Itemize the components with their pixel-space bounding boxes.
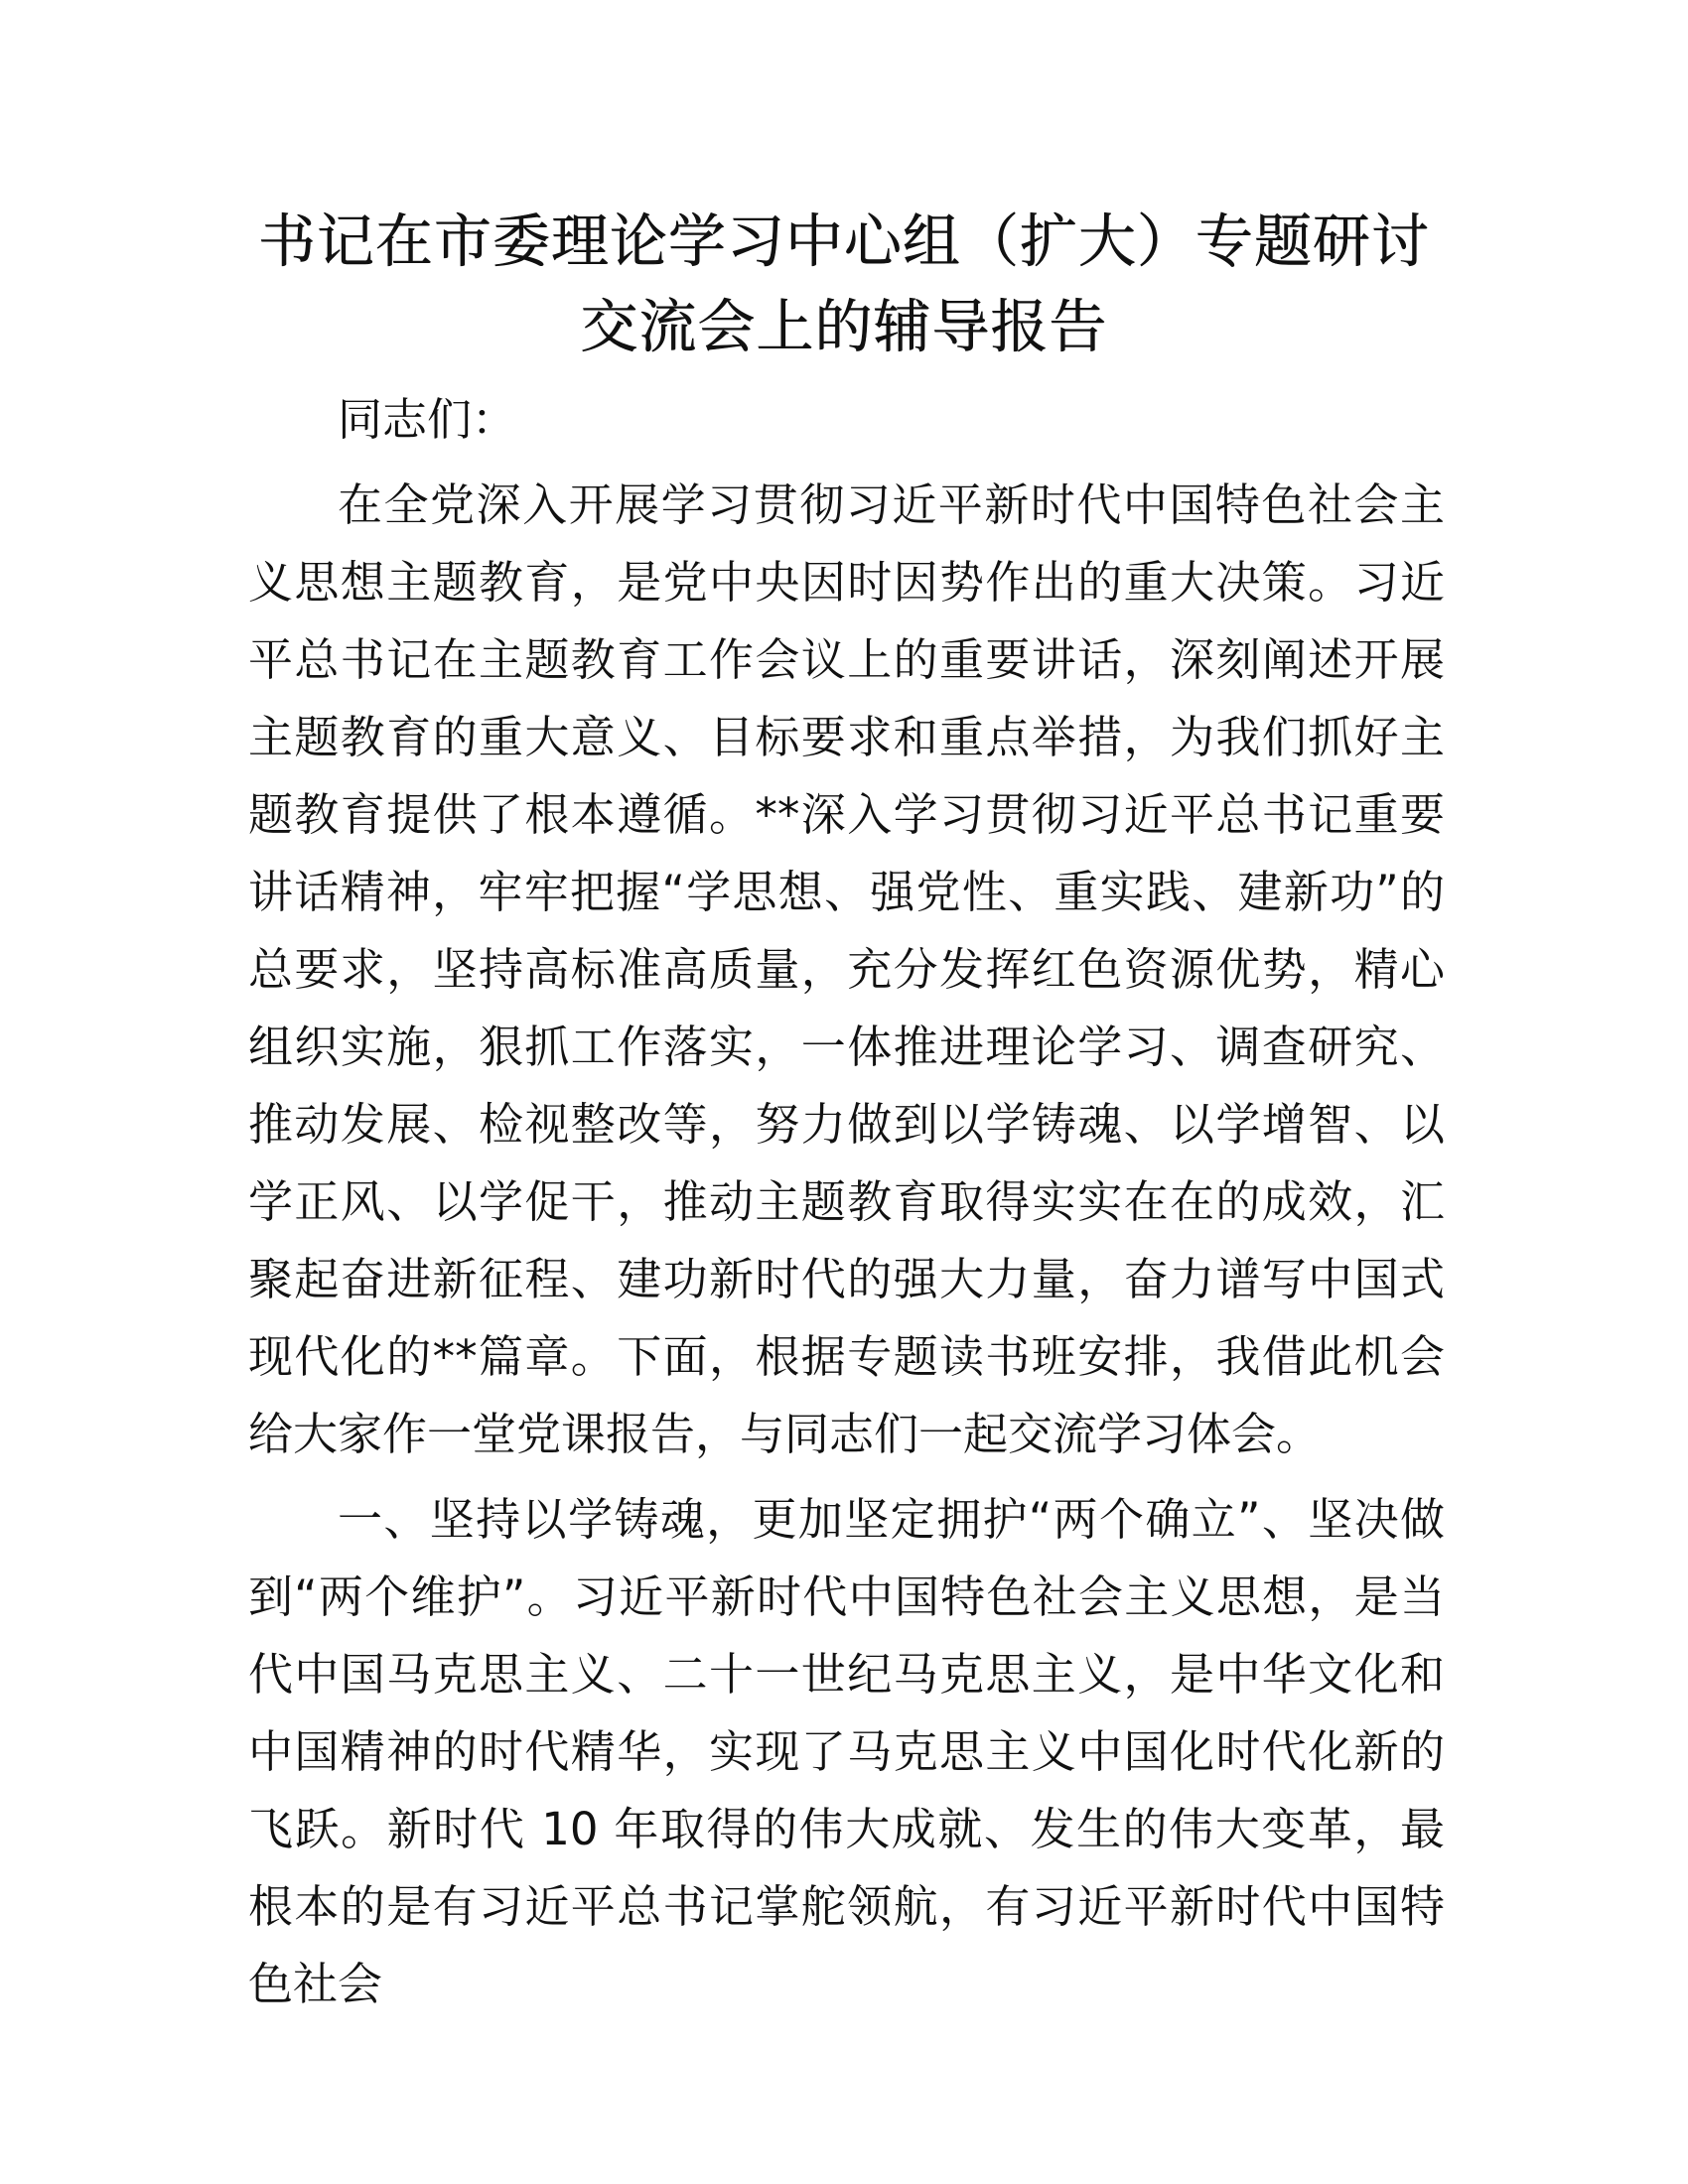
salutation: 同志们： xyxy=(338,393,517,446)
paragraph-intro: 在全党深入开展学习贯彻习近平新时代中国特色社会主义思想主题教育，是党中央因时因势作出的重大决策。习近平总书记在主题教育工作会议上的重要讲话，深刻阐述开展主题教育的重大意义、目标要求和重点举措，为我们抓好主题教育提供了根本遵循。**深入学习贯彻习近平总书记重要讲话精神，牢牢把握“学思想、强党性、重实践、建新功”的总要求，坚持高标准高质量，充分发挥红色资源优势，精心组织实施，狠抓工作落实，一体推进理论学习、调查研究、推动发展、检视整改等，努力做到以学铸魂、以学增智、以学正风、以学促干，推动主题教育取得实实在在的成效，汇聚起奋进新征程、建功新时代的强大力量，奋力谱写中国式现代化的**篇章。下面，根据专题读书班安排，我借此机会给大家作一堂党课报告，与同志们一起交流学习体会。 xyxy=(248,478,1445,1460)
title-block xyxy=(199,199,1489,369)
document-body xyxy=(248,381,1445,2031)
paragraph-section-1: 一、坚持以学铸魂，更加坚定拥护“两个确立”、坚决做到“两个维护”。习近平新时代中国特色社会主义思想，是当代中国马克思主义、二十一世纪马克思主义，是中华文化和中国精神的时代精华，实现了马克思主义中国化时代化新的飞跃。新时代 10 年取得的伟大成就、发生的伟大变革，最根本的是有习近平总书记掌舵领航，有习近平新时代中国特色社会 xyxy=(248,1493,1445,2010)
document-title-line-2: 交流会上的辅导报告 xyxy=(580,293,1108,360)
document-title-line-1: 书记在市委理论学习中心组（扩大）专题研讨 xyxy=(257,207,1430,275)
